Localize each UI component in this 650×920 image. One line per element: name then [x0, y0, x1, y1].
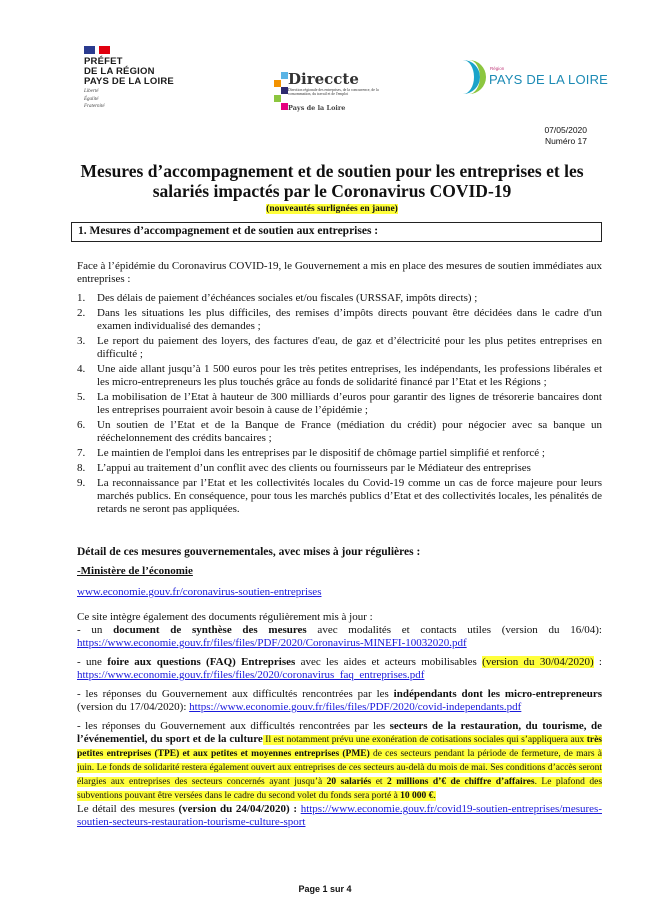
ministry-link[interactable]: www.economie.gouv.fr/coronavirus-soutien-entreprises — [77, 586, 322, 598]
direccte-name: Direccte — [288, 70, 359, 88]
region-arc-icon — [458, 60, 486, 94]
section-heading: 1. Mesures d’accompagnement et de soutien aux entreprises : — [71, 222, 602, 242]
prefet-logo — [84, 46, 174, 110]
issue-number: Numéro 17 — [544, 136, 587, 146]
page-title: Mesures d’accompagnement et de soutien pour les entreprises et les salariés impactés par le Coronavirus COVID-19 — [80, 161, 584, 201]
doc-independants-link[interactable]: https://www.economie.gouv.fr/files/files/PDF/2020/covid-independants.pdf — [189, 701, 522, 713]
list-item: 3. Le report du paiement des loyers, des factures d'eau, de gaz et d’électricité pour les plus petites entreprises en difficulté ; — [77, 335, 602, 360]
motto-1: Liberté — [84, 89, 99, 94]
issue-date: 07/05/2020 — [544, 125, 587, 135]
site-intro: Ce site intègre également des documents régulièrement mis à jour : — [77, 611, 373, 623]
list-item: 5. La mobilisation de l’Etat à hauteur de 300 milliards d’euros pour garantir des lignes de trésorerie bancaires dont les entreprises pourraient avoir besoin à cause de l’épidémie ; — [77, 391, 602, 416]
list-item: 1. Des délais de paiement d’échéances sociales et/ou fiscales (URSSAF, impôts directs) ; — [77, 292, 478, 304]
list-item: 6. Un soutien de l’Etat et de la Banque de France (médiation du crédit) pour négocier avec sa banque un rééchelonnement des crédits bancaires ; — [77, 419, 602, 444]
region-name: PAYS DE LA LOIRE — [489, 72, 609, 87]
doc-faq: - une foire aux questions (FAQ) Entreprises avec les aides et acteurs mobilisables (version du 30/04/2020) : https://www.economie.gouv.fr/files/files/2020/coronavirus_faq_entreprises.pdf — [77, 656, 602, 681]
list-item: 4. Une aide allant jusqu’à 1 500 euros pour les très petites entreprises, les indépendants, les professions libérales et les micro-entrepreneurs les plus touchés grâce au fonds de solidarité financé par l’Etat et les Régions ; — [77, 363, 602, 388]
list-item: 8. L’appui au traitement d’un conflit avec des clients ou fournisseurs par le Médiateur des entreprises — [77, 462, 531, 474]
direccte-region: Pays de la Loire — [288, 104, 346, 112]
subtitle — [62, 204, 602, 214]
prefet-line-3: PAYS DE LA LOIRE — [84, 76, 174, 87]
region-small-label: Région — [490, 66, 505, 71]
ministry-heading: -Ministère de l’économie — [77, 565, 193, 577]
detail-heading: Détail de ces mesures gouvernementales, avec mises à jour régulières : — [77, 546, 421, 558]
detail-section — [77, 546, 602, 829]
doc-synthese: - un document de synthèse des mesures avec modalités et contacts utiles (version du 16/04): https://www.economie.gouv.fr/files/files/PDF/2020/Coronavirus-MINEFI-10032020.pdf — [77, 624, 602, 649]
doc-secteurs: - les réponses du Gouvernement aux difficultés rencontrées par les secteurs de la restauration, du tourisme, de l’événementiel, du sport et de la culture Il est notamment prévu une exonération de cotisations sociales qui s’appliquera aux très petites entreprises (TPE) et aux petites et moyennes entreprises (PME) de ces secteurs pendant la période de fermeture, de mars à juin. Le fonds de solidarité restera également ouvert aux entreprises de ces secteurs au-delà du mois de mai. Ses conditions d’accès seront élargies aux entreprises des secteurs concernés ayant jusqu’à 20 salariés et 2 millions d’€ de chiffre d’affaires. Le plafond des subventions pouvant être versées dans le cadre du second volet du fonds sera porté à 10 000 €. — [77, 720, 603, 801]
highlight-news: Il est notamment prévu une exonération de cotisations sociales qui s’appliquera aux très petites entreprises (TPE) et aux petites et moyennes entreprises (PME) de ces secteurs pendant la période de fermeture, de mars à juin. Le fonds de solidarité restera également ouvert aux entreprises de ces secteurs au-delà du mois de mai. Ses conditions d’accès seront élargies aux entreprises des secteurs concernés ayant jusqu’à 20 salariés et 2 millions d’€ de chiffre d’affaires. Le plafond des subventions pouvant être versées dans le cadre du second volet du fonds sera porté à 10 000 €. — [77, 735, 603, 801]
highlight-version: (version du 30/04/2020) — [482, 656, 594, 668]
doc-secteurs-detail: Le détail des mesures (version du 24/04/2020) : https://www.economie.gouv.fr/covid19-soutien-entreprises/mesures-soutien-secteurs-restauration-tourisme-culture-sport — [77, 803, 602, 828]
issue-info — [544, 125, 587, 147]
list-item: 9. La reconnaissance par l’Etat et les collectivités locales du Covid-19 comme un cas de force majeure pour leurs marchés publics. En conséquence, pour tous les marchés publics d’Etat et des collectivités locales, les pénalités de retards ne seront pas appliquées. — [77, 477, 602, 515]
motto-3: Fraternité — [84, 104, 105, 109]
list-item: 2. Dans les situations les plus difficiles, des remises d’impôts directs pouvant être décidées dans le cadre d'un examen individualisé des demandes ; — [77, 307, 602, 332]
subtitle-text: (nouveautés surlignées en jaune) — [266, 204, 398, 214]
list-item: 7. Le maintien de l'emploi dans les entreprises par le dispositif de chômage partiel simplifié et renforcé ; — [77, 447, 545, 459]
doc-independants: - les réponses du Gouvernement aux difficultés rencontrées par les indépendants dont les micro-entrepreneurs (version du 17/04/2020): https://www.economie.gouv.fr/files/files/PDF/2020/covid-independants.pdf — [77, 688, 602, 713]
direccte-description: Direction régionale des entreprises, de la concurrence, de la consommation, du travail et de l'emploi — [288, 88, 379, 97]
intro-paragraph: Face à l’épidémie du Coronavirus COVID-19, le Gouvernement a mis en place des mesures de soutien immédiates aux entreprises : — [77, 260, 602, 285]
doc-synthese-link[interactable]: https://www.economie.gouv.fr/files/files/PDF/2020/Coronavirus-MINEFI-10032020.pdf — [77, 637, 467, 649]
motto-2: Égalité — [84, 96, 99, 102]
marianne-flag-icon — [84, 46, 174, 54]
section-body — [77, 260, 602, 518]
doc-faq-link[interactable]: https://www.economie.gouv.fr/files/files/2020/coronavirus_faq_entreprises.pdf — [77, 669, 425, 681]
page-number: Page 1 sur 4 — [298, 884, 352, 894]
prefet-line-2: DE LA RÉGION — [84, 66, 155, 77]
prefet-line-1: PRÉFET — [84, 56, 123, 67]
doc-secteurs-link[interactable]: https://www.economie.gouv.fr/covid19-soutien-entreprises/mesures-soutien-secteurs-restauration-tourisme-culture-sport — [77, 803, 602, 828]
measures-list — [77, 292, 602, 516]
